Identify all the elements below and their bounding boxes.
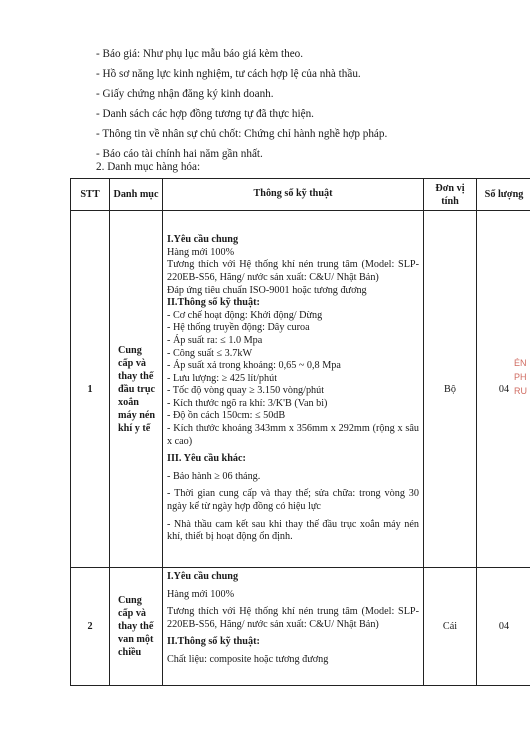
row-unit: Bộ <box>424 211 477 568</box>
spec-line: Chất liệu: composite hoặc tương đương <box>167 653 329 665</box>
spec-line: - Kích thước khoảng 343mm x 356mm x 292mm (rộng x sâu x cao) <box>167 423 419 447</box>
spec-line: Tương thích với Hệ thống khí nén trung tâm (Model: SLP-220EB-S56, Hãng/ nước sản xuất: C&U/ Nhật Bản) <box>167 606 419 630</box>
row-name: Cung cấp và thay thế đầu trục xoắn máy nén khí y tế <box>110 211 163 568</box>
spec-line: - Cơ chế hoạt động: Khởi động/ Dừng <box>167 309 323 321</box>
row-stt: 2 <box>71 568 110 686</box>
spec-line: - Lưu lượng: ≥ 425 lít/phút <box>167 372 278 384</box>
spec-line: - Hệ thống truyền động: Dây curoa <box>167 322 310 334</box>
stamp-text: PH <box>514 372 527 382</box>
row-unit: Cái <box>424 568 477 686</box>
row-qty: 04 <box>477 568 530 686</box>
spec-line: Hàng mới 100% <box>167 588 235 600</box>
requirement-item: - Báo cáo tài chính hai năm gần nhất. <box>96 148 263 160</box>
stamp-text: ÉN <box>514 358 527 368</box>
spec-line: - Bảo hành ≥ 06 tháng. <box>167 470 261 482</box>
spec-heading: I.Yêu cầu chung <box>167 571 239 582</box>
spec-heading: II.Thông số kỹ thuật: <box>167 636 260 648</box>
table-row <box>71 211 530 568</box>
spec-line: Tương thích với Hệ thống khí nén trung tâm (Model: SLP-220EB-S56, Hãng/ nước sản xuất: C&U/ Nhật Bản) <box>167 259 419 283</box>
section-title: 2. Danh mục hàng hóa: <box>96 161 201 173</box>
header-unit: Đơn vị tính <box>424 179 477 211</box>
spec-line: - Thời gian cung cấp và thay thế; sửa chữa: trong vòng 30 ngày kể từ ngày hợp đồng có hiệu lực <box>167 488 419 513</box>
requirement-item: - Báo giá: Như phụ lục mẫu báo giá kèm theo. <box>96 48 304 60</box>
spec-line: Đáp ứng tiêu chuẩn ISO-9001 hoặc tương đương <box>167 284 367 296</box>
row-stt: 1 <box>71 211 110 568</box>
spec-line: - Độ ồn cách 150cm: ≤ 50dB <box>167 410 286 422</box>
requirements-list <box>96 44 496 164</box>
requirement-item: - Giấy chứng nhận đăng ký kinh doanh. <box>96 88 274 100</box>
requirement-item: - Danh sách các hợp đồng tương tự đã thực hiện. <box>96 108 314 120</box>
header-qty: Số lượng <box>477 179 530 211</box>
spec-line: - Nhà thầu cam kết sau khi thay thế đầu trục xoắn máy nén khí, thiết bị hoạt động ổn định. <box>167 518 419 543</box>
row-name: Cung cấp và thay thế van một chiều <box>110 568 163 686</box>
spec-line: - Tốc độ vòng quay ≥ 3.150 vòng/phút <box>167 385 325 397</box>
table-row <box>71 568 530 686</box>
row-spec <box>163 211 424 568</box>
header-spec: Thông số kỹ thuật <box>163 179 424 211</box>
spec-line: - Áp suất xả trong khoảng: 0,65 ~ 0,8 Mpa <box>167 360 341 372</box>
spec-line: - Công suất ≤ 3.7kW <box>167 347 253 359</box>
spec-list <box>167 234 419 544</box>
goods-table <box>70 178 530 686</box>
requirement-item: - Hồ sơ năng lực kinh nghiệm, tư cách hợp lệ của nhà thầu. <box>96 68 361 80</box>
spec-list <box>167 571 419 667</box>
stamp-text: RU <box>514 386 527 396</box>
spec-line: - Áp suất ra: ≤ 1.0 Mpa <box>167 334 263 346</box>
row-spec <box>163 568 424 686</box>
spec-heading: II.Thông số kỹ thuật: <box>167 297 260 309</box>
header-stt: STT <box>71 179 110 211</box>
spec-line: Hàng mới 100% <box>167 246 235 258</box>
side-stamp-fragment <box>514 356 530 398</box>
header-name: Danh mục <box>110 179 163 211</box>
requirement-item: - Thông tin về nhân sự chủ chốt: Chứng chỉ hành nghề hợp pháp. <box>96 128 388 140</box>
row-qty: 04 <box>477 211 530 568</box>
spec-heading: III. Yêu cầu khác: <box>167 453 246 465</box>
spec-line: - Kích thước ngõ ra khí: 3/K'B (Van bi) <box>167 397 328 409</box>
spec-heading: I.Yêu cầu chung <box>167 234 239 246</box>
table-header-row <box>71 179 530 211</box>
